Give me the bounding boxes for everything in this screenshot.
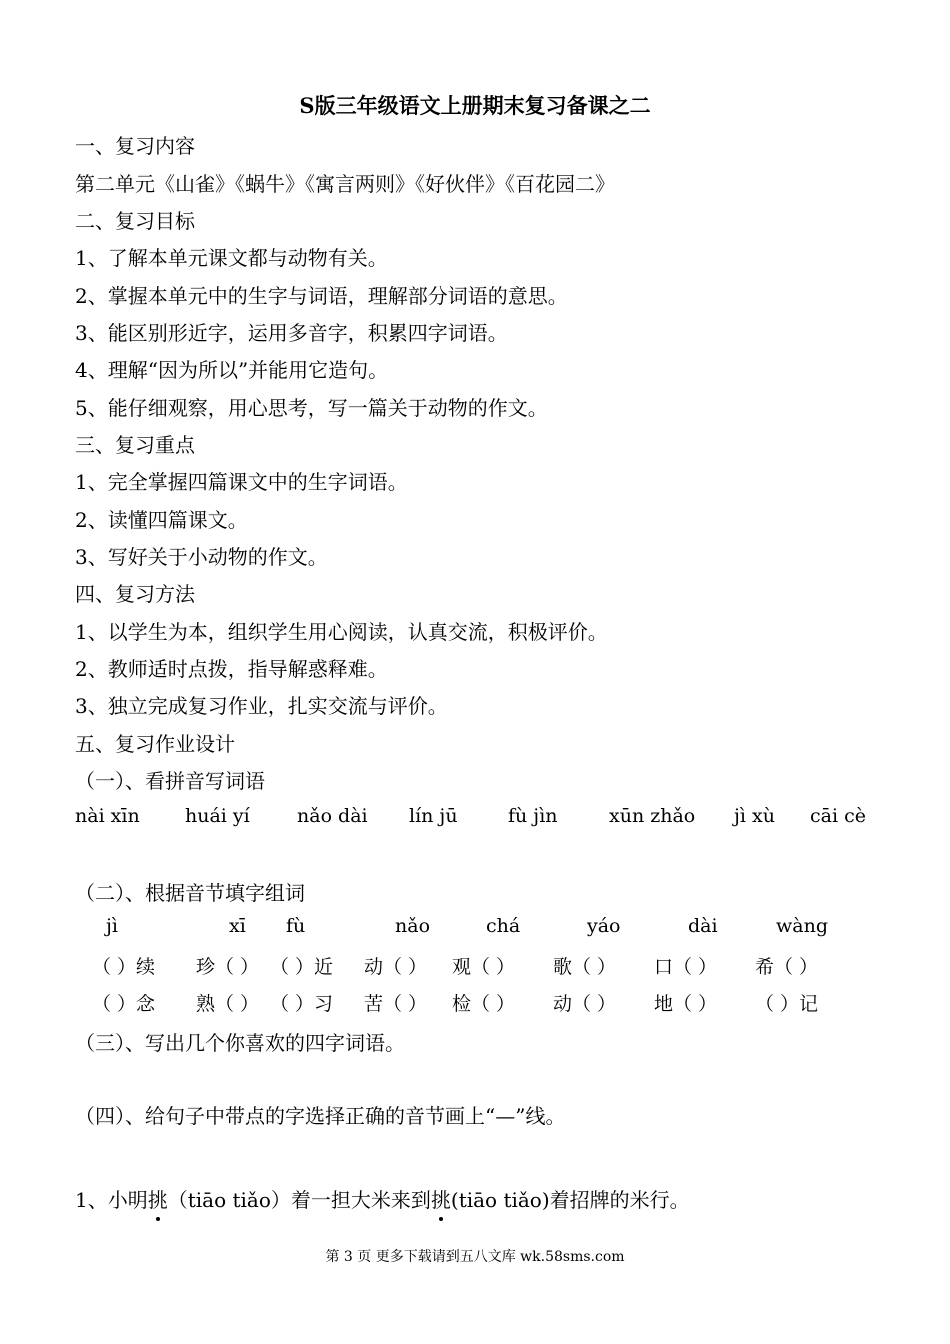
- heading-review-content: 一、复习内容: [75, 134, 195, 158]
- fill-blank-cell: 地（ ）: [654, 993, 718, 1015]
- sentence-item-1: [75, 1184, 690, 1213]
- fill-blank-cell: 动（ ）: [553, 993, 617, 1015]
- sentence-text: （tiāo tiǎo）着一担大米来到: [167, 1188, 431, 1212]
- pinyin-word: cāi cè: [810, 805, 866, 827]
- sentence-text: (tiāo tiǎo)着招牌的米行。: [450, 1188, 690, 1212]
- section3-title: （三）、写出几个你喜欢的四字词语。: [75, 1031, 405, 1055]
- syllable: yáo: [587, 915, 621, 937]
- fill-blank-cell: 口（ ）: [654, 956, 718, 978]
- heading-review-focus: 三、复习重点: [75, 433, 195, 457]
- pinyin-word: nài xīn: [75, 805, 140, 827]
- syllable: dài: [688, 915, 718, 937]
- fill-blank-cell: （ ）续: [92, 956, 156, 978]
- syllable: xī: [229, 915, 246, 937]
- heading-review-method: 四、复习方法: [75, 582, 195, 606]
- syllable: jì: [106, 915, 118, 937]
- unit-lesson-list: 第二单元《山雀》《蜗牛》《寓言两则》《好伙伴》《百花园二》: [75, 172, 615, 196]
- pinyin-word: jì xù: [734, 805, 775, 827]
- method-item-3: 3、独立完成复习作业，扎实交流与评价。: [75, 694, 448, 718]
- syllable: wàng: [776, 915, 828, 937]
- focus-item-2: 2、读懂四篇课文。: [75, 508, 248, 532]
- document-title: S版三年级语文上册期末复习备课之二: [299, 93, 651, 118]
- fill-blank-cell: （ ）习: [270, 993, 334, 1015]
- pinyin-word: xūn zhǎo: [609, 805, 696, 827]
- pinyin-word: fù jìn: [508, 805, 558, 827]
- pinyin-word: lín jū: [409, 805, 458, 827]
- goal-item-3: 3、能区别形近字，运用多音字，积累四字词语。: [75, 321, 508, 345]
- dotted-character: 挑: [431, 1184, 451, 1213]
- section1-title: （一）、看拼音写词语: [75, 769, 265, 793]
- syllable: fù: [286, 915, 306, 937]
- sentence-text: 1、小明: [75, 1188, 148, 1212]
- goal-item-5: 5、能仔细观察，用心思考，写一篇关于动物的作文。: [75, 396, 548, 420]
- dotted-character: 挑: [148, 1184, 168, 1213]
- focus-item-1: 1、完全掌握四篇课文中的生字词语。: [75, 470, 408, 494]
- goal-item-1: 1、了解本单元课文都与动物有关。: [75, 246, 388, 270]
- fill-blank-cell: 动（ ）: [364, 956, 428, 978]
- section4-title: （四）、给句子中带点的字选择正确的音节画上“—”线。: [75, 1104, 566, 1128]
- focus-item-3: 3、写好关于小动物的作文。: [75, 545, 328, 569]
- heading-homework-design: 五、复习作业设计: [75, 732, 235, 756]
- page-footer: 第 3 页 更多下载请到五八文库 wk.58sms.com: [325, 1249, 625, 1265]
- syllable: nǎo: [395, 915, 431, 937]
- method-item-1: 1、以学生为本，组织学生用心阅读，认真交流，积极评价。: [75, 620, 608, 644]
- pinyin-word: huái yí: [185, 805, 250, 827]
- fill-blank-cell: 希（ ）: [755, 956, 819, 978]
- fill-blank-cell: （ ）念: [92, 993, 156, 1015]
- pinyin-word: nǎo dài: [297, 805, 368, 827]
- fill-blank-cell: 苦（ ）: [364, 993, 428, 1015]
- method-item-2: 2、教师适时点拨，指导解惑释难。: [75, 657, 388, 681]
- fill-blank-cell: （ ）近: [270, 956, 334, 978]
- section2-title: （二）、根据音节填字组词: [75, 881, 305, 905]
- syllable: chá: [486, 915, 521, 937]
- fill-blank-cell: （ ）记: [755, 993, 819, 1015]
- fill-blank-cell: 珍（ ）: [196, 956, 260, 978]
- goal-item-2: 2、掌握本单元中的生字与词语，理解部分词语的意思。: [75, 284, 568, 308]
- goal-item-4: 4、理解“因为所以”并能用它造句。: [75, 358, 389, 382]
- fill-blank-cell: 观（ ）: [452, 956, 516, 978]
- fill-blank-cell: 熟（ ）: [196, 993, 260, 1015]
- fill-blank-cell: 检（ ）: [452, 993, 516, 1015]
- heading-review-goals: 二、复习目标: [75, 209, 195, 233]
- fill-blank-cell: 歌（ ）: [553, 956, 617, 978]
